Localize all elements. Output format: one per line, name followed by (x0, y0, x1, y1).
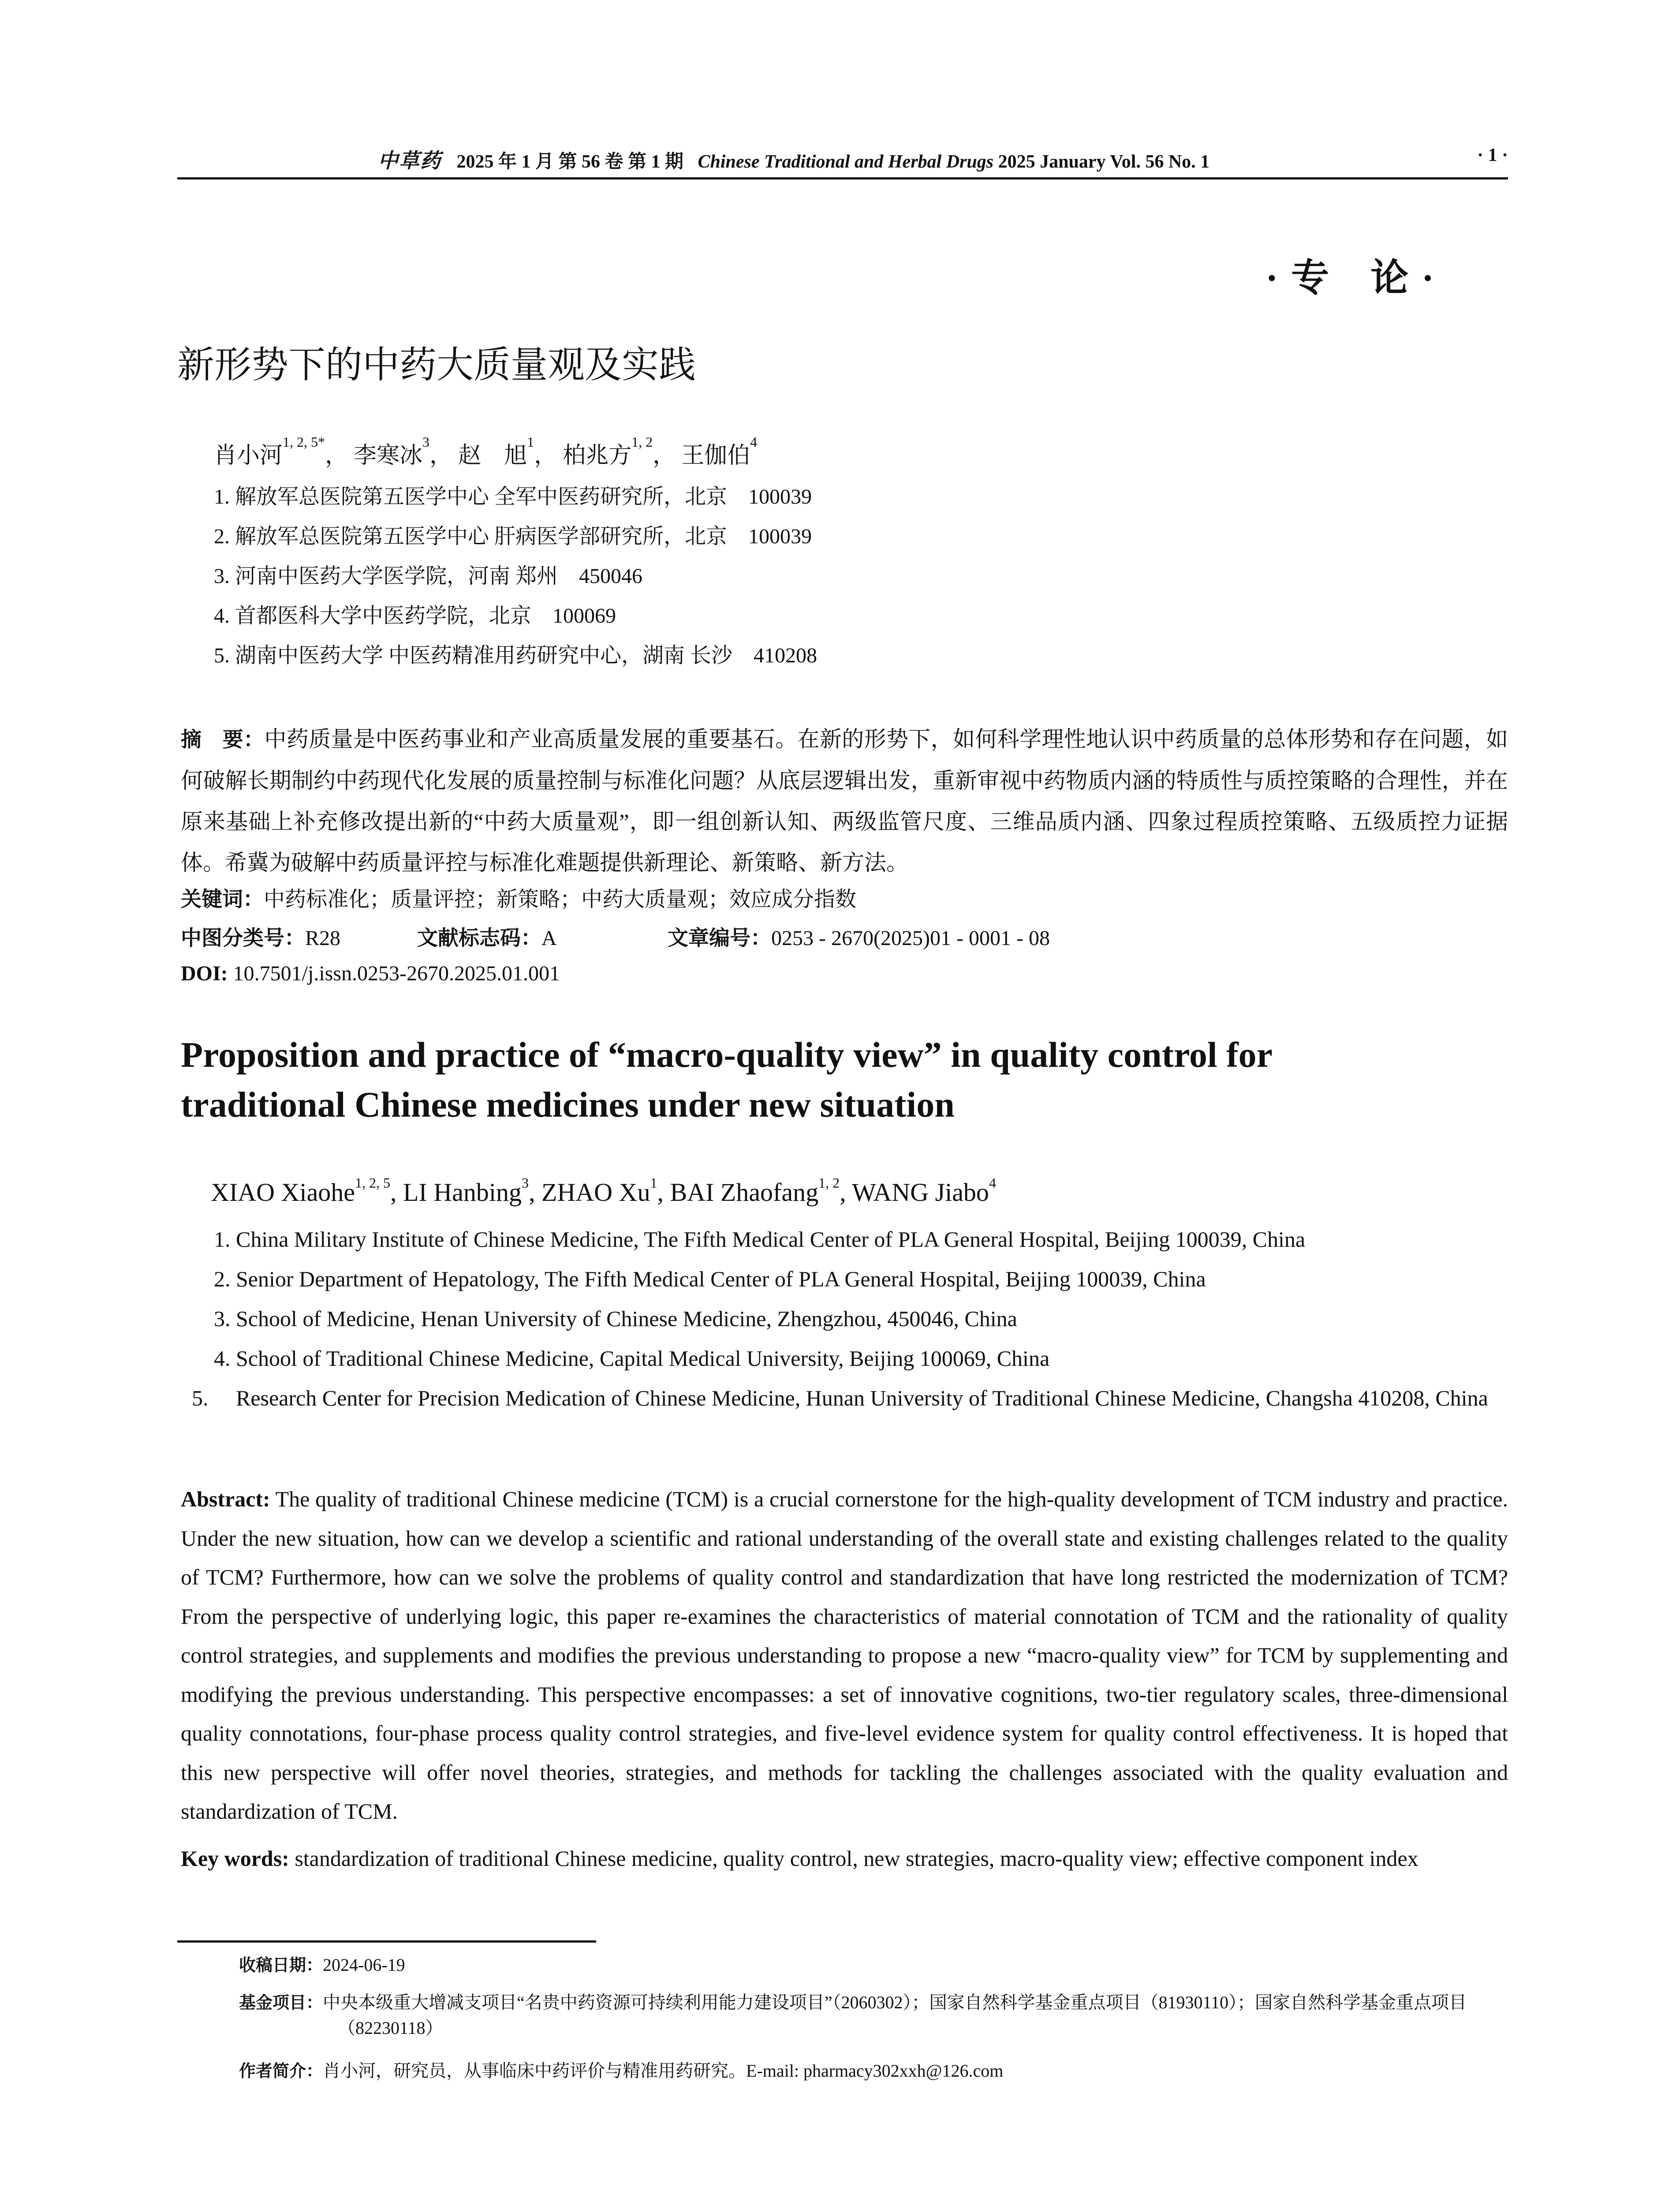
en-affiliation (214, 1259, 1508, 1299)
affiliation-mark: 4 (750, 434, 758, 450)
aff-number: 3. (214, 1306, 231, 1331)
clc-value: R28 (305, 927, 341, 950)
aff-number: 4. (214, 1346, 231, 1371)
en-title (181, 1030, 1504, 1129)
separator: ， (325, 443, 348, 468)
aff-text: Senior Department of Hepatology, The Fifth Medical Center of PLA General Hospital, Beijing 100039, China (236, 1267, 1206, 1291)
en-affiliation (214, 1299, 1508, 1338)
separator: ， (429, 443, 453, 468)
affiliation-mark: 1, 2 (631, 434, 653, 450)
article-no-label: 文章编号： (668, 926, 772, 950)
cn-abstract (181, 719, 1508, 883)
cn-author: 赵 旭 (458, 443, 527, 468)
cn-keywords-text: 中药标准化；质量评控；新策略；中药大质量观；效应成分指数 (264, 888, 857, 911)
cn-abstract-text: 中药质量是中医药事业和产业高质量发展的重要基石。在新的形势下，如何科学理性地认识中药质量的总体形势和存在问题，如何破解长期制约中药现代化发展的质量控制与标准化问题？从底层逻辑出发，重新审视中药物质内涵的特质性与质控策略的合理性，并在原来基础上补充修改提出新的“中药大质量观”，即一组创新认知、两级监管尺度、三维品质内涵、四象过程质控策略、五级质控力证据体。希冀为破解中药质量评控与标准化难题提供新理论、新策略、新方法。 (181, 727, 1508, 875)
en-keywords-label: Key words: (181, 1846, 289, 1871)
journal-cn-issue: 2025 年 1 月 第 56 卷 第 1 期 (456, 152, 684, 172)
page-number: · 1 · (1477, 145, 1508, 165)
doc-code-label: 文献标志码： (417, 926, 542, 950)
en-title-line-1: Proposition and practice of “macro-quality view” in quality control for (181, 1035, 1273, 1075)
received-label: 收稿日期： (239, 1955, 323, 1975)
funding-label: 基金项目： (239, 1993, 323, 2012)
affiliation-mark: 1, 2, 5 (355, 1175, 390, 1191)
affiliation-mark: 3 (422, 434, 430, 450)
cn-abstract-label: 摘 要： (181, 728, 265, 752)
affiliation-mark: 1 (527, 434, 534, 450)
funding-note (239, 1990, 1509, 2041)
cn-affiliation: 1. 解放军总医院第五医学中心 全军中医药研究所，北京 100039 (214, 485, 812, 508)
doi-line (181, 961, 560, 986)
separator: , (390, 1178, 403, 1207)
cn-author: 肖小河 (214, 443, 283, 468)
cn-keywords (181, 882, 856, 912)
en-keywords-text: standardization of traditional Chinese medicine, quality control, new strategies, macro-quality view; effective component index (295, 1846, 1419, 1871)
received-date (239, 1953, 405, 1977)
cn-affiliation: 3. 河南中医药大学医学院，河南 郑州 450046 (214, 564, 643, 588)
column-tag: · 专 论 · (1266, 257, 1436, 299)
cn-author: 柏兆方 (563, 443, 632, 468)
en-author: ZHAO Xu (541, 1178, 650, 1207)
aff-number: 2. (214, 1267, 231, 1291)
en-abstract-text: The quality of traditional Chinese medicine (TCM) is a crucial cornerstone for the high-quality development of TCM industry and practice. Under the new situation, how can we develop a scientific and rational understanding of the overall state and existing challenges related to the quality of TCM? Furthermore, how can we solve the problems of quality control and standardization that have long restricted the modernization of TCM? From the perspective of underlying logic, this paper re-examines the characteristics of material connotation of TCM and the rationality of quality control strategies, and supplements and modifies the previous understanding to propose a new “macro-quality view” for TCM by supplementing and modifying the previous understanding. This perspective encompasses: a set of innovative cognitions, two-tier regulatory scales, three-dimensional quality connotations, four-phase process quality control strategies, and five-level evidence system for quality control effectiveness. It is hoped that this new perspective will offer novel theories, strategies, and methods for tackling the challenges associated with the quality evaluation and standardization of TCM. (181, 1487, 1508, 1824)
separator: , (528, 1178, 541, 1207)
affiliation-mark: 4 (989, 1175, 996, 1191)
separator: ， (534, 443, 557, 468)
clc-label: 中图分类号： (181, 926, 305, 950)
en-author: BAI Zhaofang (670, 1178, 819, 1207)
en-abstract-label: Abstract: (181, 1487, 270, 1511)
en-authors (211, 1177, 996, 1207)
cn-author: 李寒冰 (354, 443, 423, 468)
en-affiliation (214, 1338, 1508, 1378)
doi-label: DOI: (181, 962, 228, 985)
en-author: LI Hanbing (403, 1178, 522, 1207)
article-no-value: 0253 - 2670(2025)01 - 0001 - 08 (771, 927, 1050, 950)
aff-number: 1. (214, 1227, 231, 1252)
en-title-line-2: traditional Chinese medicines under new situation (181, 1084, 955, 1125)
aff-text: Research Center for Precision Medication of Chinese Medicine, Hunan University of Traditional Chinese Medicine, Changsha 410208, China (236, 1386, 1488, 1410)
cn-authors (214, 434, 758, 470)
en-author: WANG Jiabo (852, 1178, 989, 1207)
journal-logo: 中草药 (378, 149, 441, 172)
affiliation-mark: 1 (650, 1175, 657, 1191)
cn-title: 新形势下的中药大质量观及实践 (177, 343, 696, 386)
doi-value: 10.7501/j.issn.0253-2670.2025.01.001 (233, 962, 560, 985)
journal-en-issue: 2025 January Vol. 56 No. 1 (998, 152, 1210, 172)
aff-text: School of Medicine, Henan University of Chinese Medicine, Zhengzhou, 450046, China (236, 1306, 1017, 1331)
en-author: XIAO Xiaohe (211, 1178, 355, 1207)
affiliation-mark: 1, 2 (818, 1175, 840, 1191)
separator: , (840, 1178, 852, 1207)
received-value: 2024-06-19 (323, 1955, 405, 1975)
journal-citation (378, 145, 1210, 174)
cn-keywords-label: 关键词： (181, 887, 264, 912)
author-bio-value: 肖小河，研究员，从事临床中药评价与精准用药研究。E-mail: pharmacy302xxh@126.com (323, 2061, 1004, 2081)
en-affiliation (192, 1378, 1508, 1418)
en-abstract (181, 1480, 1508, 1831)
cn-affiliation: 5. 湖南中医药大学 中医药精准用药研究中心，湖南 长沙 410208 (214, 644, 818, 667)
funding-value: 中央本级重大增减支项目“名贵中药资源可持续利用能力建设项目”（2060302）；国家自然科学基金重点项目（81930110）；国家自然科学基金重点项目（82230118） (323, 1992, 1467, 2038)
separator: , (657, 1178, 670, 1207)
aff-text: School of Traditional Chinese Medicine, Capital Medical University, Beijing 100069, China (236, 1346, 1050, 1371)
aff-number: 5. (192, 1386, 209, 1410)
affiliation-mark: 1, 2, 5* (283, 434, 325, 450)
footnote-divider (177, 1940, 596, 1943)
author-bio-label: 作者简介： (239, 2061, 323, 2081)
cn-affiliation: 4. 首都医科大学中医药学院，北京 100069 (214, 604, 616, 628)
journal-en-name: Chinese Traditional and Herbal Drugs (698, 152, 994, 172)
en-affiliation (214, 1219, 1508, 1259)
doc-code-value: A (541, 927, 556, 950)
cn-affiliation: 2. 解放军总医院第五医学中心 肝病医学部研究所，北京 100039 (214, 525, 812, 548)
running-header (177, 142, 1508, 179)
author-bio (239, 2059, 1003, 2083)
affiliation-mark: 3 (521, 1175, 529, 1191)
classification-line (181, 922, 1050, 951)
aff-text: China Military Institute of Chinese Medicine, The Fifth Medical Center of PLA General Hospital, Beijing 100039, China (236, 1227, 1306, 1252)
cn-author: 王伽伯 (681, 443, 750, 468)
separator: ， (653, 443, 676, 468)
en-keywords (181, 1839, 1508, 1878)
